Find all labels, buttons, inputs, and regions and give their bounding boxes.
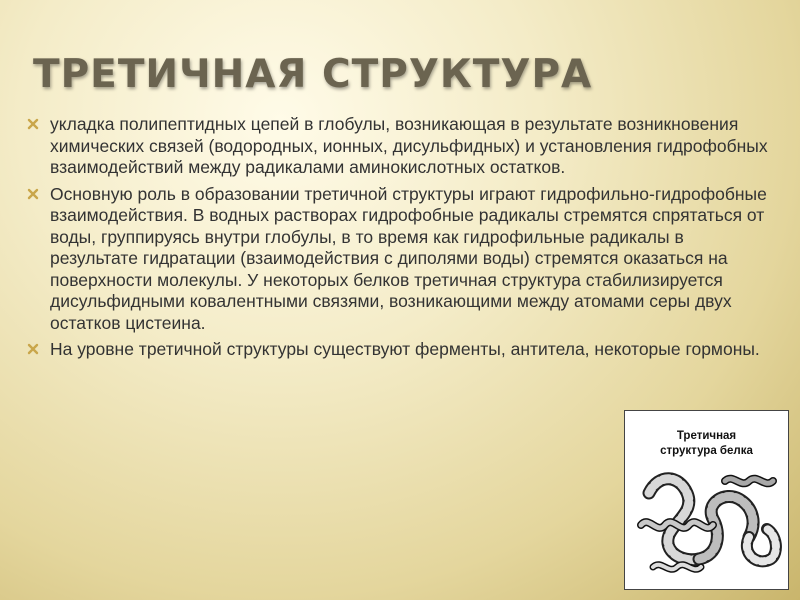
x-cross-icon <box>26 116 40 132</box>
bullet-item <box>22 114 774 179</box>
bullet-text: укладка полипептидных цепей в глобулы, возникающая в результате возникновения химических связей (водородных, ионных, дисульфидных) и установления гидрофобных взаимодействий между радикалами аминокислотных остатков. <box>50 114 768 177</box>
figure-caption-line1: Третичная <box>676 430 737 442</box>
slide-title: ТРЕТИЧНАЯ СТРУКТУРА <box>33 52 593 97</box>
bullet-list <box>22 114 774 366</box>
x-cross-icon <box>26 186 40 202</box>
protein-figure <box>624 410 789 590</box>
protein-ribbon-illustration <box>629 463 784 585</box>
bullet-text: Основную роль в образовании третичной структуры играют гидрофильно-гидрофобные взаимодействия. В водных растворах гидрофобные радикалы стремятся спрятаться от воды, группируясь внутри глобулы, в то время как гидрофильные радикалы в результате гидратации (взаимодействия с диполями воды) стремятся оказаться на поверхности молекулы. У некоторых белков третичная структура стабилизируется дисульфидными ковалентными связями, возникающими между атомами серы двух остатков цистеина. <box>50 183 767 333</box>
bullet-item <box>22 184 774 335</box>
bullet-item <box>22 339 774 361</box>
figure-caption-line2: структура белка <box>660 445 753 457</box>
x-cross-icon <box>26 341 40 357</box>
bullet-text: На уровне третичной структуры существуют ферменты, антитела, некоторые гормоны. <box>50 339 760 359</box>
figure-caption <box>625 429 788 459</box>
